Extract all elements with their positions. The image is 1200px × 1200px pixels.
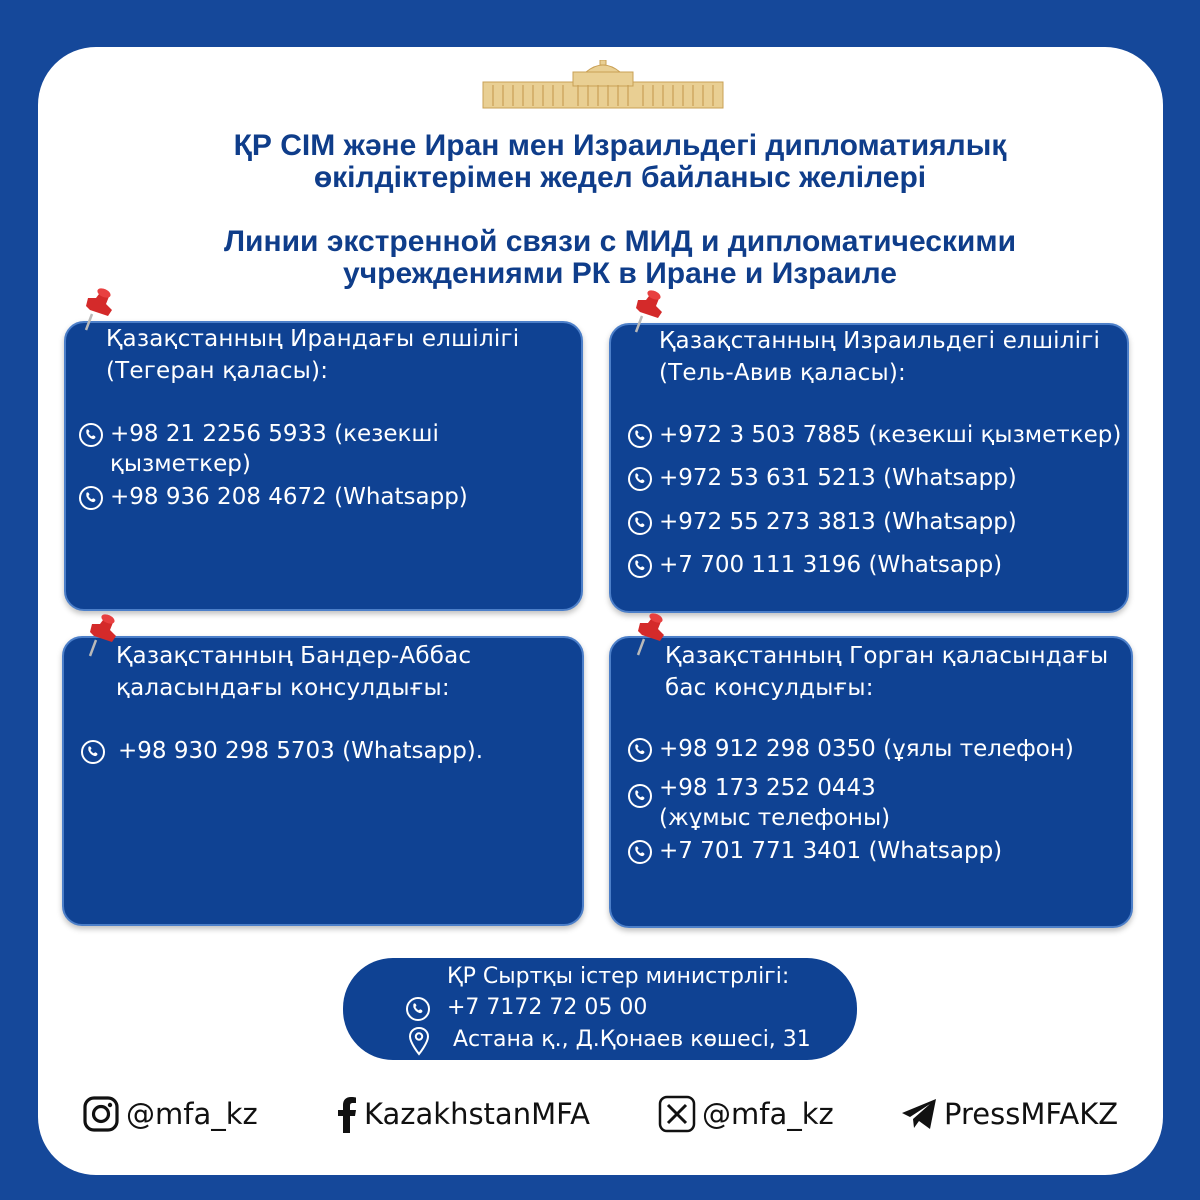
page-title-kz: ҚР СІМ және Иран мен Израильдегі дипломатиялық өкілдіктерімен жедел байланыс желілері xyxy=(233,129,1007,194)
consulate-gorgan-phone-2-note: (жұмыс телефоны) xyxy=(659,805,891,831)
phone-icon xyxy=(627,553,653,579)
phone-icon xyxy=(78,485,104,511)
telegram-icon xyxy=(900,1095,938,1133)
instagram-handle: @mfa_kz xyxy=(126,1097,258,1131)
embassy-israel-phone-4[interactable]: +7 700 111 3196 (Whatsapp) xyxy=(659,552,1003,578)
phone-icon xyxy=(78,422,104,448)
phone-icon xyxy=(627,839,653,865)
embassy-iran-title xyxy=(106,323,519,387)
embassy-israel-phone-1[interactable]: +972 3 503 7885 (кезекші қызметкер) xyxy=(659,422,1122,448)
phone-row xyxy=(627,463,1017,493)
phone-row xyxy=(80,736,483,766)
ministry-address: Астана қ., Д.Қонаев көшесі, 31 xyxy=(453,1027,811,1052)
akorda-building-logo xyxy=(478,60,728,112)
embassy-israel-title xyxy=(659,325,1100,389)
phone-icon xyxy=(627,466,653,492)
location-pin-icon xyxy=(407,1026,431,1056)
consulate-gorgan-box xyxy=(609,636,1133,928)
embassy-iran-phone-2[interactable]: +98 936 208 4672 (Whatsapp) xyxy=(110,484,468,510)
ministry-phone[interactable]: +7 7172 72 05 00 xyxy=(447,995,648,1020)
embassy-iran-phone-1[interactable]: +98 21 2256 5933 (кезекші қызметкер) xyxy=(110,421,439,477)
phone-row xyxy=(627,734,1074,764)
phone-icon xyxy=(627,737,653,763)
consulate-gorgan-phone-2[interactable]: +98 173 252 0443 xyxy=(659,775,876,801)
embassy-iran-title-line1: Қазақстанның Ирандағы елшілігі xyxy=(106,326,520,352)
embassy-israel-phone-2[interactable]: +972 53 631 5213 (Whatsapp) xyxy=(659,465,1017,491)
consulate-gorgan-phone-1[interactable]: +98 912 298 0350 (ұялы телефон) xyxy=(659,736,1074,762)
consulate-gorgan-title-line2: бас консулдығы: xyxy=(665,675,874,701)
phone-icon xyxy=(627,423,653,449)
embassy-israel-box xyxy=(609,323,1129,613)
consulate-gorgan-title-line1: Қазақстанның Горган қаласындағы xyxy=(665,643,1109,669)
consulate-gorgan-phone-3[interactable]: +7 701 771 3401 (Whatsapp) xyxy=(659,838,1003,864)
ministry-title: ҚР Сыртқы істер министрлігі: xyxy=(447,964,790,989)
telegram-link[interactable] xyxy=(900,1092,1118,1136)
phone-row xyxy=(627,507,1017,537)
pushpin-icon xyxy=(86,614,120,658)
instagram-link[interactable] xyxy=(82,1092,258,1136)
phone-icon xyxy=(627,510,653,536)
consulate-bandar-title-line2: қаласындағы консулдығы: xyxy=(116,675,450,701)
phone-row xyxy=(627,836,1002,866)
phone-icon xyxy=(627,783,653,809)
facebook-icon xyxy=(336,1095,358,1133)
instagram-icon xyxy=(82,1095,120,1133)
embassy-israel-phone-3[interactable]: +972 55 273 3813 (Whatsapp) xyxy=(659,509,1017,535)
embassy-israel-title-line2: (Тель-Авив қаласы): xyxy=(659,360,906,386)
consulate-gorgan-phone-2-group xyxy=(659,773,890,833)
x-handle: @mfa_kz xyxy=(702,1097,834,1131)
phone-icon xyxy=(405,996,431,1022)
facebook-handle: KazakhstanMFA xyxy=(364,1097,590,1131)
phone-row xyxy=(627,773,890,833)
telegram-handle: PressMFAKZ xyxy=(944,1097,1119,1131)
ministry-contact-box xyxy=(343,958,857,1060)
phone-row xyxy=(627,420,1121,450)
phone-row xyxy=(78,482,468,512)
x-link[interactable] xyxy=(658,1092,834,1136)
consulate-bandar-title-line1: Қазақстанның Бандер-Аббас xyxy=(116,643,472,669)
phone-row xyxy=(78,419,581,479)
phone-icon xyxy=(80,739,106,765)
consulate-bandar-box xyxy=(62,636,584,926)
consulate-bandar-phone-1[interactable]: +98 930 298 5703 (Whatsapp). xyxy=(118,738,484,764)
consulate-gorgan-title xyxy=(665,640,1108,704)
pushpin-icon xyxy=(632,290,666,334)
embassy-israel-title-line1: Қазақстанның Израильдегі елшілігі xyxy=(659,328,1101,354)
x-icon xyxy=(658,1095,696,1133)
facebook-link[interactable] xyxy=(336,1092,590,1136)
embassy-iran-box xyxy=(64,321,583,611)
page-title-ru: Линии экстренной связи с МИД и дипломатическими учреждениями РК в Иране и Израиле xyxy=(223,225,1017,290)
embassy-iran-title-line2: (Тегеран қаласы): xyxy=(106,358,329,384)
phone-row xyxy=(627,550,1002,580)
pushpin-icon xyxy=(82,288,116,332)
pushpin-icon xyxy=(634,613,668,657)
consulate-bandar-title xyxy=(116,640,471,704)
